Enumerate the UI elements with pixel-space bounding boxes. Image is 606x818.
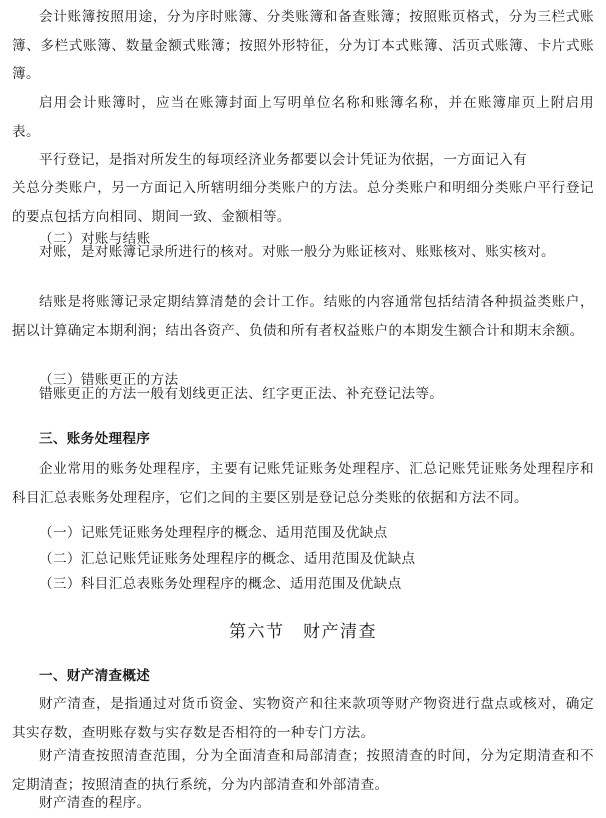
list-item-voucher-procedure: （一）记账凭证账务处理程序的概念、适用范围及优缺点 xyxy=(39,525,388,541)
heading-inventory-overview: 一、财产清查概述 xyxy=(39,668,151,684)
subheading-error-correction: （三）错账更正的方法 xyxy=(39,372,179,388)
paragraph-inventory-definition: 财产清查，是指通过对货币资金、实物资产和往来款项等财产物资进行盘点或核对，确定其实存数，查明账存数与实存数是否相符的一种专门方法。 xyxy=(12,696,594,741)
paragraph-accounting-procedures: 企业常用的账务处理程序，主要有记账凭证账务处理程序、汇总记账凭证账务处理程序和科目汇总表账务处理程序，它们之间的主要区别是登记总分类账的依据和方法不同。 xyxy=(12,461,594,506)
heading-accounting-procedures: 三、账务处理程序 xyxy=(39,431,151,447)
paragraph-inventory-procedure: 财产清查的程序。 xyxy=(39,795,151,811)
paragraph-account-book-types: 会计账簿按照用途，分为序时账簿、分类账簿和备查账簿；按照账页格式，分为三栏式账簿、多栏式账簿、数量金额式账簿；按照外形特征，分为订本式账簿、活页式账簿、卡片式账簿。 xyxy=(12,9,594,83)
paragraph-inventory-classification: 财产清查按照清查范围，分为全面清查和局部清查；按照清查的时间，分为定期清查和不定期清查；按照清查的执行系统，分为内部清查和外部清查。 xyxy=(12,748,594,793)
list-item-account-summary-procedure: （三）科目汇总表账务处理程序的概念、适用范围及优缺点 xyxy=(39,576,402,592)
paragraph-parallel-posting-part1: 平行登记，是指对所发生的每项经济业务都要以会计凭证为依据，一方面记入有 xyxy=(39,152,528,168)
paragraph-parallel-posting-part2: 关总分类账户，另一方面记入所辖明细分类账户的方法。总分类账户和明细分类账户平行登记的要点包括方向相同、期间一致、金额相等。 xyxy=(12,180,594,225)
paragraph-reconciliation: 对账，是对账簿记录所进行的核对。对账一般分为账证核对、账账核对、账实核对。 xyxy=(39,244,555,260)
paragraph-error-correction: 错账更正的方法一般有划线更正法、红字更正法、补充登记法等。 xyxy=(39,386,444,402)
list-item-summary-voucher-procedure: （二）汇总记账凭证账务处理程序的概念、适用范围及优缺点 xyxy=(39,551,416,567)
subheading-reconciliation-closing: （二）对账与结账 xyxy=(39,231,151,247)
paragraph-book-activation: 启用会计账簿时，应当在账簿封面上写明单位名称和账簿名称，并在账簿扉页上附启用表。 xyxy=(12,95,594,140)
section-title: 第六节 财产清查 xyxy=(229,622,377,642)
paragraph-closing: 结账是将账簿记录定期结算清楚的会计工作。结账的内容通常包括结清各种损益类账户，据以计算确定本期利润；结出各资产、负债和所有者权益账户的本期发生额合计和期末余额。 xyxy=(12,294,594,339)
